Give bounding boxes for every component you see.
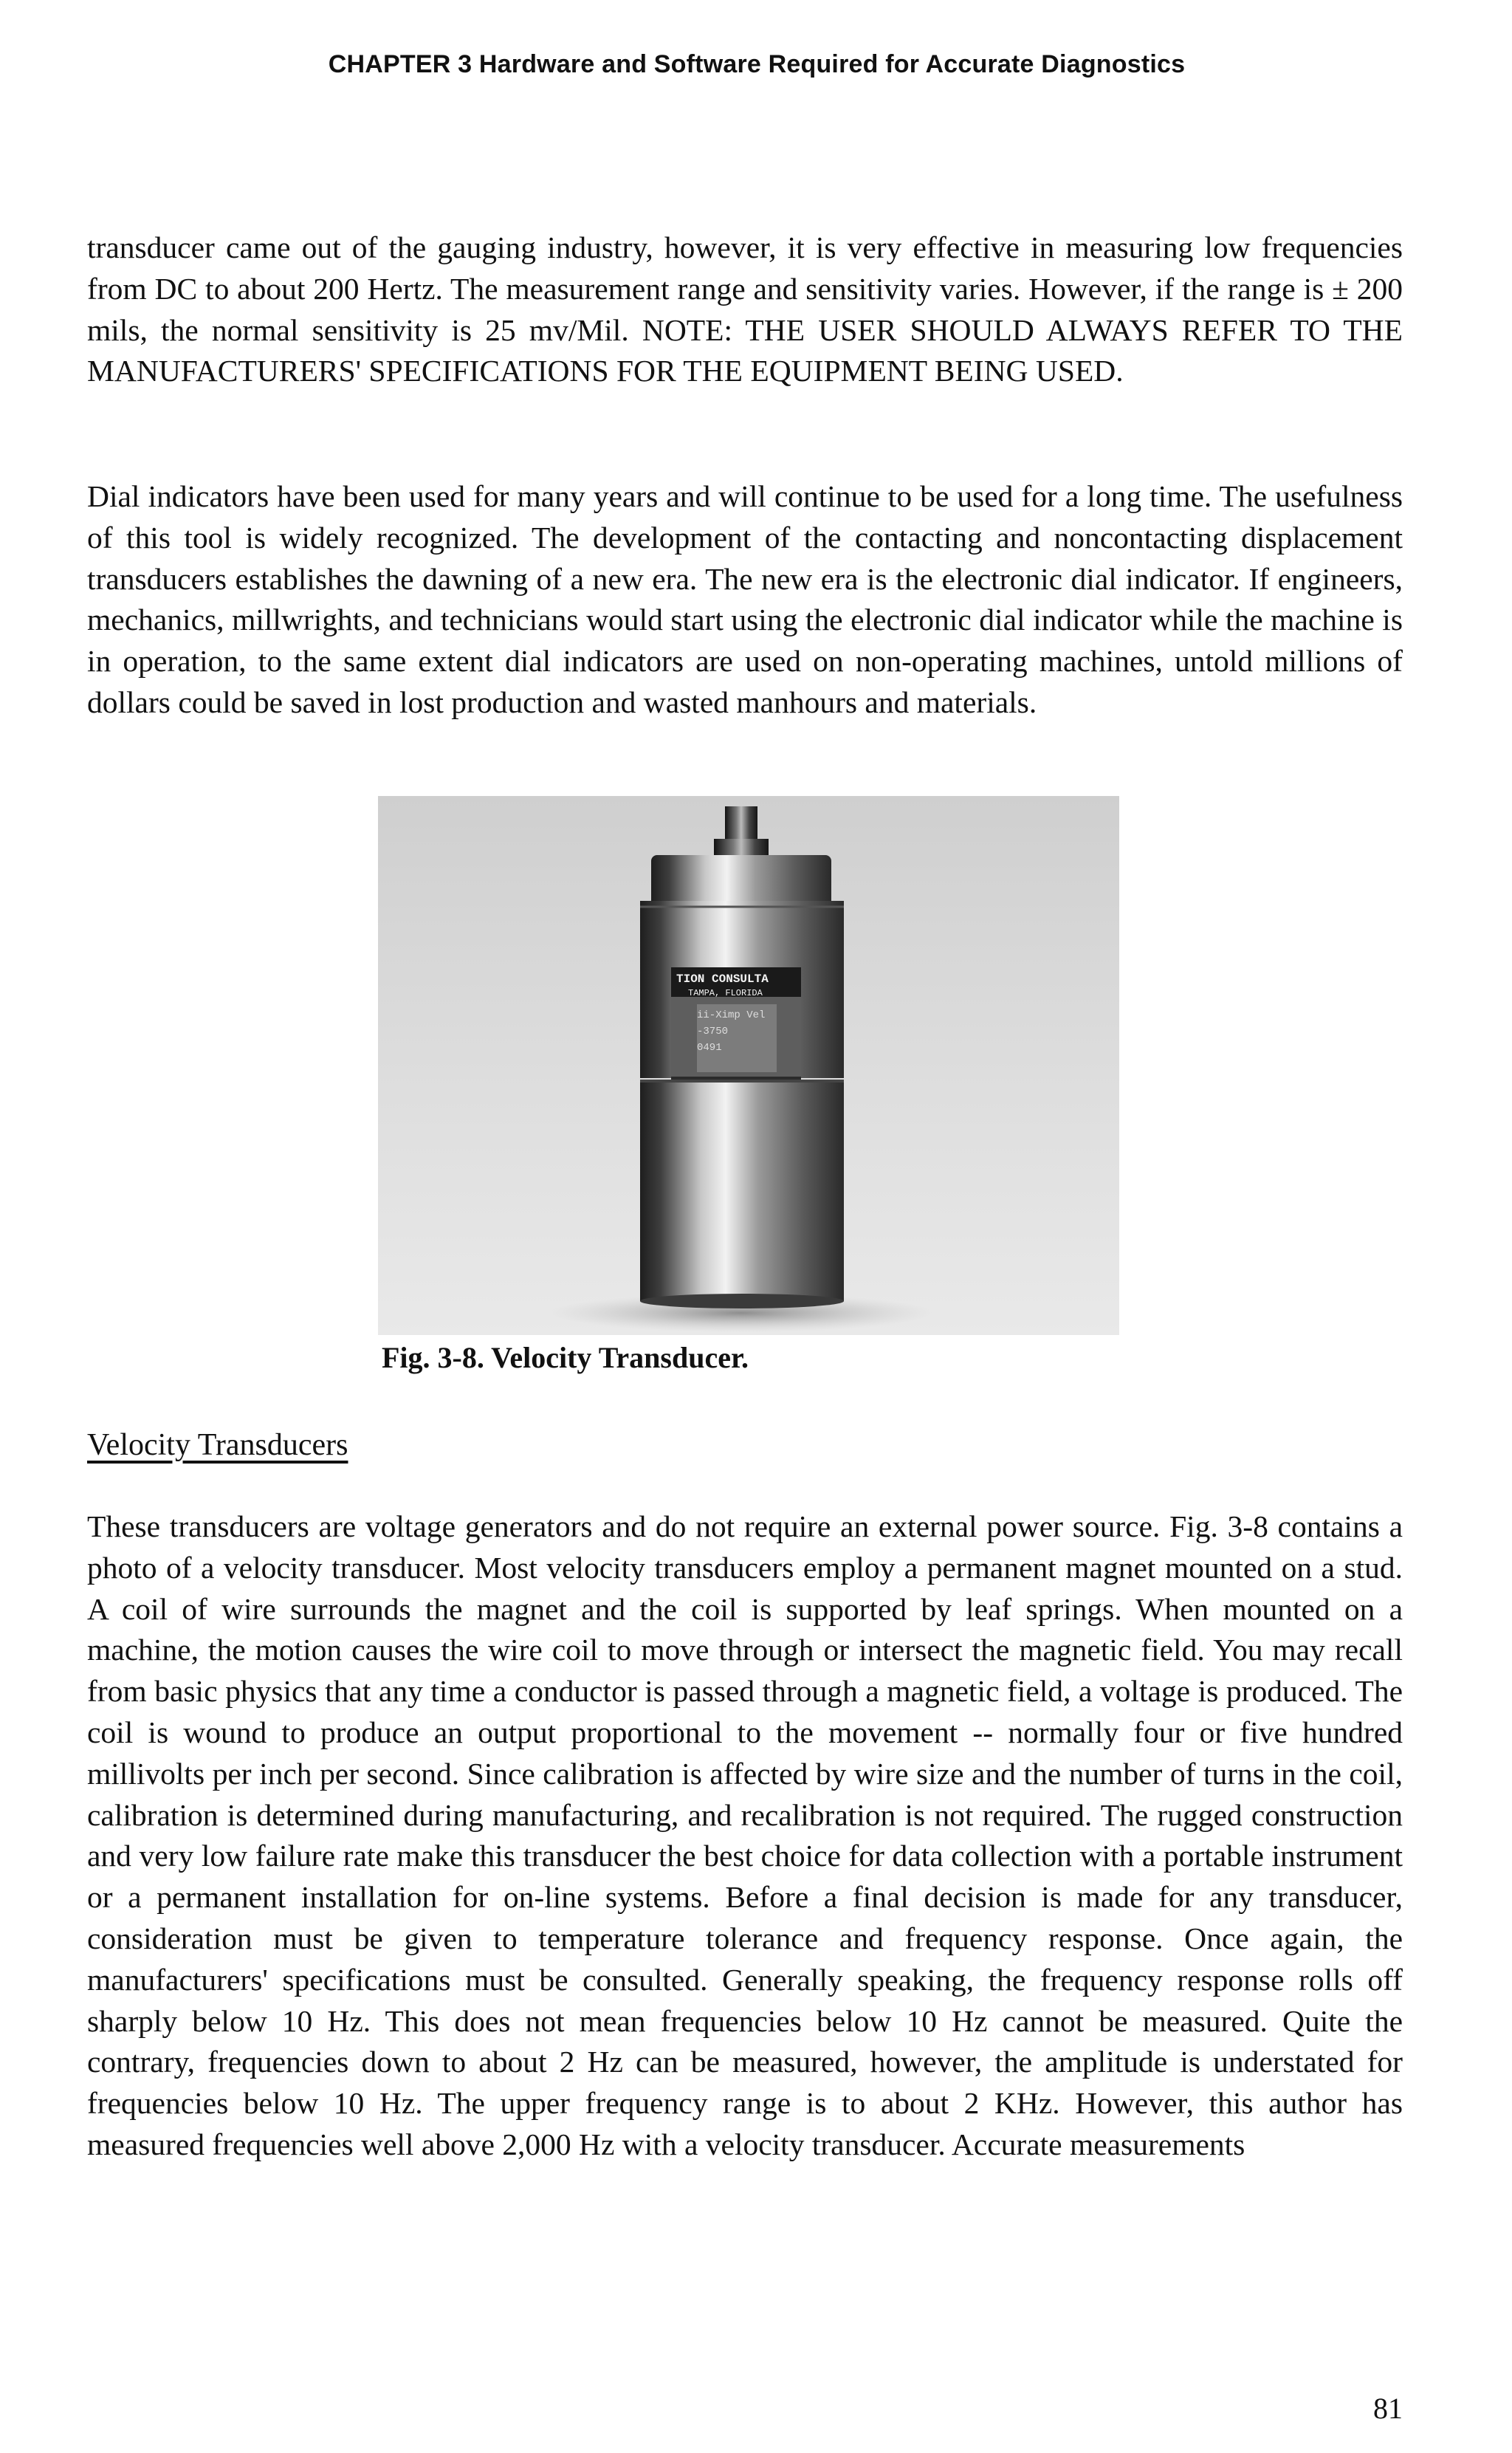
paragraph-gauging-industry: transducer came out of the gauging industry, however, it is very effective in measuring low frequencies from DC to about 200 Hertz. The measurement range and sensitivity varies. However, if the range is ± 200 mils, the normal sensitivity is 25 mv/Mil. NOTE: THE USER SHOULD ALWAYS REFER TO THE MANUFACTURERS' SPECIFICATIONS FOR THE EQUIPMENT BEING USED. bbox=[87, 230, 1403, 388]
paragraph-dial-indicators: Dial indicators have been used for many years and will continue to be used for a long time. The usefulness of this tool is widely recognized. The development of the contacting and noncontacting displacement transducers establishes the dawning of a new era. The new era is the electronic dial indicator. If engineers, mechanics, millwrights, and technicians would start using the electronic dial indicator while the machine is in operation, to the same extent dial indicators are used on non-operating machines, untold millions of dollars could be saved in lost production and wasted manhours and materials. bbox=[87, 479, 1403, 719]
svg-text:TION CONSULTA: TION CONSULTA bbox=[676, 972, 769, 986]
svg-text:ii-Ximp Vel: ii-Ximp Vel bbox=[697, 1009, 766, 1021]
velocity-transducer-photo bbox=[378, 796, 1119, 1335]
figure-caption: Fig. 3-8. Velocity Transducer. bbox=[382, 1341, 749, 1374]
running-head: CHAPTER 3 Hardware and Software Required for Accurate Diagnostics bbox=[328, 50, 1186, 78]
svg-text:-3750: -3750 bbox=[697, 1026, 729, 1037]
svg-text:0491: 0491 bbox=[697, 1042, 722, 1054]
page-number: 81 bbox=[1373, 2392, 1403, 2425]
section-heading-velocity-transducers: Velocity Transducers bbox=[87, 1428, 348, 1462]
svg-text:TAMPA, FLORIDA: TAMPA, FLORIDA bbox=[688, 988, 763, 998]
paragraph-velocity-transducers: These transducers are voltage generators and do not require an external power source. Fig. 3-8 contains a photo of a velocity transducer. Most velocity transducers employ a permanent magnet mounted on a stud. A coil of wire surrounds the magnet and the coil is supported by leaf springs. When mounted on a machine, the motion causes the wire coil to move through or intersect the magnetic field. You may recall from basic physics that any time a conductor is passed through a magnetic field, a voltage is produced. The coil is wound to produce an output proportional to the movement -- normally four or five hundred millivolts per inch per second. Since calibration is affected by wire size and the number of turns in the coil, calibration is determined during manufacturing, and recalibration is not required. The rugged construction and very low failure rate make this transducer the best choice for data collection with a portable instrument or a permanent installation for on-line systems. Before a final decision is made for any transducer, consideration must be given to temperature tolerance and frequency response. Once again, the manufacturers' specifications must be consulted. Generally speaking, the frequency response rolls off sharply below 10 Hz. This does not mean frequencies below 10 Hz cannot be measured. Quite the contrary, frequencies down to about 2 Hz can be measured, however, the amplitude is understated for frequencies below 10 Hz. The upper frequency range is to about 2 KHz. However, this author has measured frequencies well above 2,000 Hz with a velocity transducer. Accurate measurements bbox=[87, 1509, 1403, 2161]
